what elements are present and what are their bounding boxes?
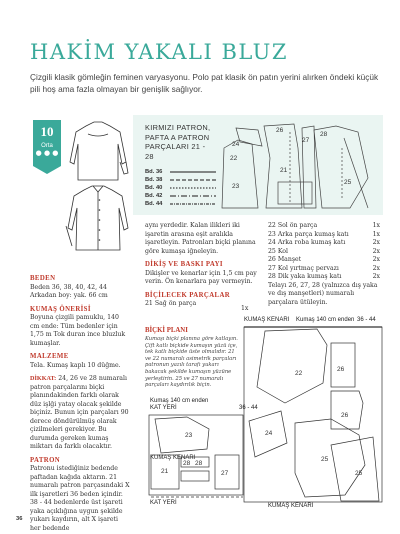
fold-label: KAT YERİ: [150, 405, 177, 411]
piece-21-qty: 1x: [241, 305, 249, 312]
layout-label-24: 24: [265, 430, 273, 437]
size-line-44: Bd. 44: [145, 201, 163, 207]
interfacing-note: Telayı 26, 27, 28 (yalnızca dış yaka ve dış manşetleri) numaralı parçalara ütüleyin.: [268, 281, 378, 306]
mid-width-label: Kumaş 140 cm enden: [150, 398, 209, 404]
size-line-38: Bd. 38: [145, 177, 163, 183]
piece-row: 23 Arka parça kumaş katı 1x: [268, 230, 380, 238]
column-left: [30, 270, 130, 533]
front-view-sketch: [66, 186, 128, 250]
piece-row: 22 Sol ön parça 1x: [268, 222, 380, 229]
piece-row: 28 Dik yaka kumaş katı 2x: [268, 273, 380, 280]
pattern-label-23: 23: [232, 183, 240, 190]
mid-sizes-label: 36 - 44: [239, 405, 258, 411]
pattern-label-26: 26: [276, 127, 284, 134]
pattern-label-21: 21: [280, 167, 288, 174]
size-line-36: Bd. 36: [145, 169, 163, 175]
pattern-text: Patronu istediğiniz bedende paftadan kağıda aktarın. 21 numaralı patron parçasındaki X ilk işaretleri 36 beden içindir. 38 - 44 bedenlerde üst işareti yaka açıklığına uygun şekilde yukarı kaydırın, alt X işareti her bedende: [30, 465, 130, 532]
difficulty-level: Orta: [41, 143, 53, 149]
garment-illustration: [64, 118, 132, 258]
warning-paragraph: [30, 375, 130, 452]
pattern-heading: PATRON: [30, 456, 61, 464]
seam-text: Dikişler ve kenarlar için 1,5 cm pay verin. Ön kenarlara pay vermeyin.: [145, 269, 257, 285]
cutting-layout-heading: BİÇKİ PLANI: [145, 327, 188, 334]
pattern-label-22: 22: [230, 155, 238, 162]
pattern-label-27: 27: [302, 137, 310, 144]
back-view-sketch: [70, 122, 128, 180]
layout-label-28b: 28: [195, 460, 203, 467]
piece-21: 21 Sağ ön parça: [145, 300, 197, 307]
length-text: Arkadan boy: yak. 66 cm: [30, 292, 108, 299]
layout-label-26: 26: [337, 366, 345, 373]
layout-label-21: 21: [161, 468, 169, 475]
model-number: 10: [40, 124, 54, 139]
page-number: 36: [16, 516, 23, 522]
cut-pieces-heading: BİÇİLECEK PARÇALAR: [145, 291, 231, 299]
materials-heading: MALZEME: [30, 353, 69, 360]
pattern-label-28: 28: [320, 131, 328, 138]
fabric-text: Boyuna çizgili pamuklu, 140 cm ende: Tüm bedenler için 1,75 m Tok duran ince bluzluk kumaşlar.: [30, 314, 126, 347]
top-width-label: Kumaş 140 cm enden: [296, 317, 355, 323]
bottom-edge-label: KUMAŞ KENARI: [268, 503, 314, 509]
piece-row: 27 Kol yırtmaç pervazı 2x: [268, 264, 380, 272]
layout-label-28: 28: [183, 460, 191, 467]
pattern-sheet-diagram: [218, 118, 382, 214]
layout-label-23: 23: [185, 432, 193, 439]
layout-label-27: 27: [221, 470, 229, 477]
layout-label-22: 22: [295, 370, 303, 377]
difficulty-dots: ● ● ●: [35, 149, 59, 157]
layout-label-25b: 25: [355, 470, 363, 477]
layout-label-25: 25: [321, 456, 329, 463]
pattern-text-cont: aynı yerdedir. Kalan ilikleri iki işaretin arasına eşit aralıkla işaretleyin. Patronları biçki planına göre kumaşa iğneleyin.: [145, 222, 256, 255]
size-line-legend: [170, 166, 220, 208]
badge-arrow: [33, 166, 61, 174]
layout-label-26b: 26: [341, 412, 349, 419]
intro-text: Çizgili klasik gömleğin feminen varyasyonu. Polo pat klasik ön patın yerini alırken öndeki küçük pili hoş ama fazla olmayan bir genişlik sağlıyor.: [30, 72, 379, 94]
page-title: HAKİM YAKALI BLUZ: [30, 40, 288, 64]
warning-text: 24, 26 ve 28 numaralı patron parçalarını biçki planındakinden farklı olarak düz işlği yatay olacak şekilde biçiniz. Bunun için parçaları 90 derece döndürülmüş olarak çizilmeleri gerekiyor. Bu durumda gereken kumaş miktarı da farklı olacaktır.: [30, 375, 129, 450]
seam-heading: DİKİŞ VE BASKI PAYI: [145, 261, 223, 268]
size-line-42: Bd. 42: [145, 193, 163, 199]
size-text: Beden 36, 38, 40, 42, 44: [30, 283, 107, 291]
column-right: [268, 222, 380, 307]
pattern-label-25: 25: [344, 179, 352, 186]
pattern-panel-title: KIRMIZI PATRON, PAFTA A PATRON PARÇALARI 21 - 28: [145, 123, 211, 161]
pattern-label-24: 24: [232, 141, 240, 148]
piece-row: 26 Manşet 2x: [268, 256, 380, 263]
cutting-layout-diagram: [145, 325, 385, 507]
top-sizes-label: 36 - 44: [357, 317, 376, 323]
size-line-40: Bd. 40: [145, 185, 163, 191]
inner-edge-label: KUMAŞ KENARI: [150, 455, 196, 461]
difficulty-badge: [33, 120, 61, 166]
bottom-fold-label: KAT YERİ: [150, 500, 177, 506]
piece-row: 24 Arka roba kumaş katı 2x: [268, 239, 380, 246]
materials-text: Tela. Kumaş kaplı 10 düğme.: [30, 361, 121, 369]
fabric-heading: KUMAŞ ÖNERİSİ: [30, 305, 91, 313]
column-middle: [145, 222, 265, 309]
cutting-layout-text: Kumaşı biçki planına göre katlayın. Çift katlı biçkide kumaşın yüzü içe, tek katlı biçkide üste olmalıdır. 21 ve 22 numaralı asimetrik parçaları patronun yazılı tarafı yukarı bakacak şekilde kumaşın yüzüne yerleştirin. 25 ve 27 numaralı parçaları kaydırılık biçin.: [145, 336, 238, 389]
piece-row: 25 Kol 2x: [268, 247, 380, 255]
button-dots: [99, 199, 101, 241]
warning-lead: DİKKAT:: [30, 375, 57, 382]
top-edge-label: KUMAŞ KENARI: [244, 317, 290, 323]
size-heading: BEDEN: [30, 275, 56, 282]
